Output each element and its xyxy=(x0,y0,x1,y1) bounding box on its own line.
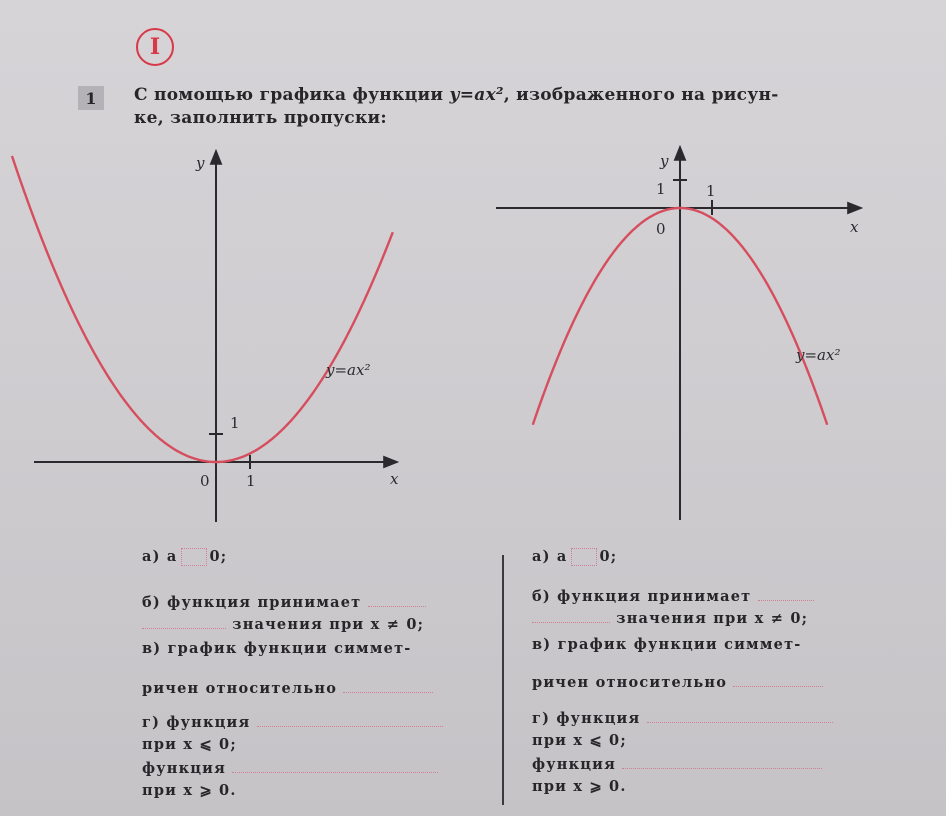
right-y-axis-label: y xyxy=(660,152,669,170)
left-item-d-line4: при x ⩾ 0. xyxy=(142,782,237,799)
left-item-c-line2 xyxy=(142,680,433,697)
right-item-b-text2: значения при x ≠ 0; xyxy=(616,610,809,627)
right-item-a xyxy=(532,548,617,566)
left-y-tick-label: 1 xyxy=(230,414,240,432)
left-item-d-blank2[interactable] xyxy=(232,760,438,773)
right-item-a-blank[interactable] xyxy=(571,548,597,566)
right-item-c-line2 xyxy=(532,674,823,691)
right-item-c-blank[interactable] xyxy=(733,674,823,687)
left-item-b-blank2[interactable] xyxy=(142,616,226,629)
left-item-a-blank[interactable] xyxy=(181,548,207,566)
right-y-tick-label: 1 xyxy=(656,180,666,198)
right-item-b-blank2[interactable] xyxy=(532,610,610,623)
left-x-tick-label: 1 xyxy=(246,472,256,490)
left-item-b-line2 xyxy=(142,616,424,633)
left-item-a xyxy=(142,548,227,566)
left-item-d-blank1[interactable] xyxy=(257,714,443,727)
right-item-d-line3 xyxy=(532,756,822,773)
left-x-axis-label: x xyxy=(390,470,399,488)
right-graph xyxy=(496,148,860,520)
left-item-a-post: 0; xyxy=(209,548,228,565)
task-text-line2: ке, заполнить пропуски: xyxy=(134,108,388,128)
task-number: 1 xyxy=(78,86,104,110)
left-graph xyxy=(12,152,399,522)
right-item-d-line2: при x ⩽ 0; xyxy=(532,732,627,749)
left-item-d-line2: при x ⩽ 0; xyxy=(142,736,237,753)
task-text-part2: , изображенного на рисун- xyxy=(503,85,779,105)
right-item-b-line2 xyxy=(532,610,808,627)
right-item-d-line4: при x ⩾ 0. xyxy=(532,778,627,795)
left-item-d-text3: функция xyxy=(142,760,227,777)
left-item-c-text2: ричен относительно xyxy=(142,680,338,697)
right-item-b-line1 xyxy=(532,588,814,605)
column-divider xyxy=(502,555,504,805)
right-item-a-pre: а) a xyxy=(532,548,568,565)
left-parabola-curve xyxy=(12,156,393,462)
right-item-c-line1: в) график функции симмет- xyxy=(532,636,802,653)
left-origin-label: 0 xyxy=(200,472,210,490)
left-item-b-line1 xyxy=(142,594,426,611)
right-curve-label: y=ax² xyxy=(796,346,841,364)
right-item-d-blank2[interactable] xyxy=(622,756,822,769)
right-item-b-text1: б) функция принимает xyxy=(532,588,752,605)
left-item-b-text1: б) функция принимает xyxy=(142,594,362,611)
right-item-b-blank1[interactable] xyxy=(758,588,814,601)
section-badge: I xyxy=(136,28,174,66)
right-x-tick-label: 1 xyxy=(706,182,716,200)
right-item-c-text2: ричен относительно xyxy=(532,674,728,691)
task-text-part1: С помощью графика функции xyxy=(134,85,450,105)
left-item-d-text1: г) функция xyxy=(142,714,251,731)
right-item-a-post: 0; xyxy=(599,548,618,565)
left-curve-label: y=ax² xyxy=(326,361,371,379)
left-item-d-line3 xyxy=(142,760,438,777)
right-x-axis-label: x xyxy=(850,218,859,236)
right-item-d-text3: функция xyxy=(532,756,617,773)
right-item-d-text1: г) функция xyxy=(532,710,641,727)
left-y-axis-label: y xyxy=(196,154,205,172)
left-item-b-text2: значения при x ≠ 0; xyxy=(232,616,425,633)
left-item-a-pre: а) a xyxy=(142,548,178,565)
task-formula: y=ax² xyxy=(449,85,504,105)
left-item-c-blank[interactable] xyxy=(343,680,433,693)
right-item-d-blank1[interactable] xyxy=(647,710,833,723)
right-origin-label: 0 xyxy=(656,220,666,238)
right-item-d-line1 xyxy=(532,710,833,727)
left-item-b-blank1[interactable] xyxy=(368,594,426,607)
left-item-c-line1: в) график функции симмет- xyxy=(142,640,412,657)
left-item-d-line1 xyxy=(142,714,443,731)
